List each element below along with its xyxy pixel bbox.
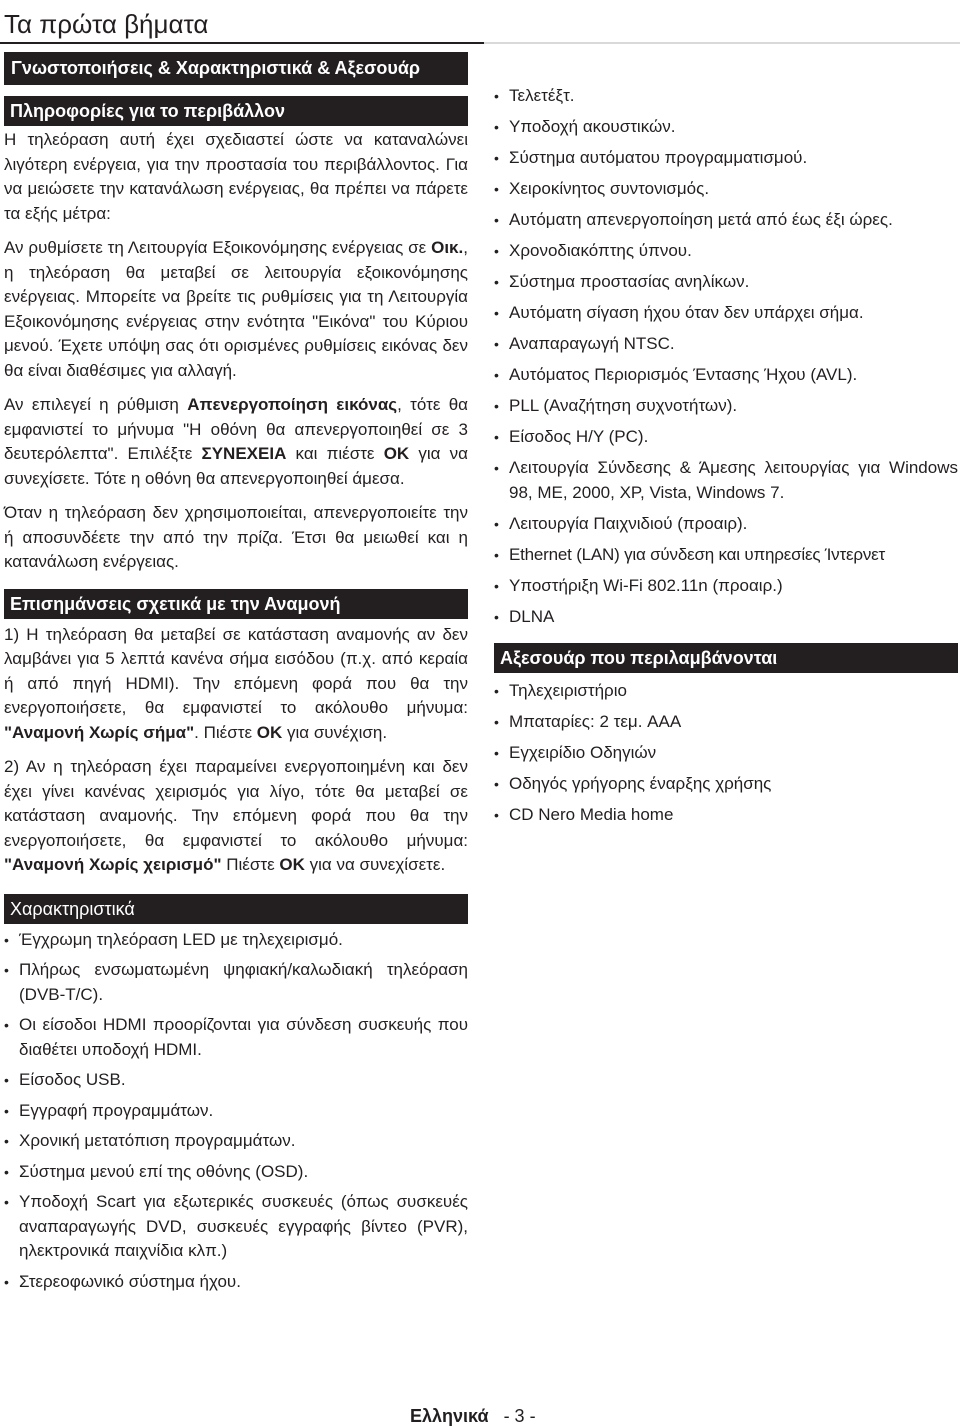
title-rule	[0, 42, 484, 44]
environment-paragraph-1: Η τηλεόραση αυτή έχει σχεδιαστεί ώστε να καταναλώνει λιγότερη ενέργεια, για την προστασία του περιβάλλοντος. Για να μειώσετε την κατανάλωση ενέργειας, θα πρέπει να πάρετε τα εξής μέτρα:	[4, 130, 468, 223]
list-item: • PLL (Αναζήτηση συχνοτήτων).	[494, 394, 958, 419]
standby-heading: Επισημάνσεις σχετικά με την Αναμονή	[4, 589, 468, 619]
list-item: • Σύστημα μενού επί της οθόνης (OSD).	[4, 1160, 468, 1185]
list-item: • Υποδοχή Scart για εξωτερικές συσκευές (όπως συσκευές αναπαραγωγής DVD, συσκευές εγγραφής βίντεο (PVR), ηλεκτρονικά παιχνίδια κλπ.)	[4, 1190, 468, 1264]
list-item: • Μπαταρίες: 2 τεμ. AAA	[494, 710, 958, 735]
standby-paragraph-2: 2) Αν η τηλεόραση έχει παραμείνει ενεργοποιημένη και δεν έχει γίνει κανένας χειρισμός για λίγο, τότε θα μεταβεί σε κατάσταση αναμονής. Την επόμενη φορά που θα την ενεργοποιήσετε, θα εμφανιστεί το ακόλουθο μήνυμα: "Αναμονή Χωρίς χειρισμό" Πιέστε OK για να συνεχίσετε.	[4, 757, 468, 874]
list-item: • CD Nero Media home	[494, 803, 958, 828]
list-item: • Εγγραφή προγραμμάτων.	[4, 1099, 468, 1124]
list-item: • Ethernet (LAN) για σύνδεση και υπηρεσίες Ίντερνετ	[494, 543, 958, 568]
environment-heading: Πληροφορίες για το περιβάλλον	[4, 96, 468, 126]
features-list-continued	[494, 84, 958, 629]
list-item: • Στερεοφωνικό σύστημα ήχου.	[4, 1270, 468, 1295]
features-list	[4, 928, 468, 1295]
main-section-heading: Γνωστοποιήσεις & Χαρακτηριστικά & Αξεσουάρ	[4, 52, 468, 85]
list-item: • Είσοδος USB.	[4, 1068, 468, 1093]
list-item: • Τελετέξτ.	[494, 84, 958, 109]
list-item: • Λειτουργία Σύνδεσης & Άμεσης λειτουργίας για Windows 98, ME, 2000, XP, Vista, Windows 7.	[494, 456, 958, 505]
list-item: • Έγχρωμη τηλεόραση LED με τηλεχειρισμό.	[4, 928, 468, 953]
list-item: • Αναπαραγωγή NTSC.	[494, 332, 958, 357]
page-footer	[410, 1405, 536, 1427]
environment-paragraph-4: Όταν η τηλεόραση δεν χρησιμοποιείται, απενεργοποιείτε την ή αποσυνδέετε την από την πρίζα. Έτσι θα μειωθεί και η κατανάλωση ενέργειας.	[4, 503, 468, 571]
list-item: • Τηλεχειριστήριο	[494, 679, 958, 704]
list-item: • Είσοδος Η/Υ (PC).	[494, 425, 958, 450]
header-divider-right	[484, 42, 960, 44]
list-item: • Υποστήριξη Wi-Fi 802.11n (προαιρ.)	[494, 574, 958, 599]
accessories-list	[494, 679, 958, 828]
accessories-heading: Αξεσουάρ που περιλαμβάνονται	[494, 643, 958, 673]
environment-paragraph-2: Αν ρυθμίσετε τη Λειτουργία Εξοικονόμησης ενέργειας σε Οικ., η τηλεόραση θα μεταβεί σε λειτουργία εξοικονόμησης ενέργειας. Μπορείτε να βρείτε τις ρυθμίσεις για τη Λειτουργία Εξοικονόμησης ενέργειας στην ενότητα "Εικόνα" του Κύριου μενού. Έχετε υπόψη σας ότι ορισμένες ρυθμίσεις εικόνας δεν θα είναι διαθέσιμες για αλλαγή.	[4, 238, 468, 380]
page-title: Τα πρώτα βήματα	[4, 9, 209, 39]
footer-language: Ελληνικά	[410, 1406, 489, 1426]
left-column	[4, 96, 468, 1294]
list-item: • Οι είσοδοι HDMI προορίζονται για σύνδεση συσκευής που διαθέτει υποδοχή HDMI.	[4, 1013, 468, 1062]
list-item: • Αυτόματος Περιορισμός Έντασης Ήχου (AVL).	[494, 363, 958, 388]
list-item: • Οδηγός γρήγορης έναρξης χρήσης	[494, 772, 958, 797]
list-item: • Αυτόματη σίγαση ήχου όταν δεν υπάρχει σήμα.	[494, 301, 958, 326]
list-item: • Υποδοχή ακουστικών.	[494, 115, 958, 140]
list-item: • Χρονική μετατόπιση προγραμμάτων.	[4, 1129, 468, 1154]
list-item: • Χειροκίνητος συντονισμός.	[494, 177, 958, 202]
environment-paragraph-3: Αν επιλεγεί η ρύθμιση Απενεργοποίηση εικόνας, τότε θα εμφανιστεί το μήνυμα "Η οθόνη θα απενεργοποιηθεί σε 3 δευτερόλεπτα". Επιλέξτε ΣΥΝΕΧΕΙΑ και πιέστε OK για να συνεχίσετε. Τότε η οθόνη θα απενεργοποιηθεί άμεσα.	[4, 395, 469, 488]
list-item: • Σύστημα αυτόματου προγραμματισμού.	[494, 146, 958, 171]
features-heading: Χαρακτηριστικά	[4, 894, 468, 924]
list-item: • Χρονοδιακόπτης ύπνου.	[494, 239, 958, 264]
right-column	[494, 84, 958, 828]
page-number: - 3 -	[503, 1406, 536, 1426]
standby-paragraph-1: 1) Η τηλεόραση θα μεταβεί σε κατάσταση αναμονής αν δεν λαμβάνει για 5 λεπτά κανένα σήμα εισόδου (π.χ. από κεραία ή από πηγή HDMI). Την επόμενη φορά που θα την ενεργοποιήσετε, θα εμφανιστεί το ακόλουθο μήνυμα: "Αναμονή Χωρίς σήμα". Πιέστε OK για συνέχιση.	[4, 624, 468, 742]
list-item: • DLNA	[494, 605, 958, 630]
list-item: • Πλήρως ενσωματωμένη ψηφιακή/καλωδιακή τηλεόραση (DVB-T/C).	[4, 958, 468, 1007]
list-item: • Λειτουργία Παιχνιδιού (προαιρ).	[494, 512, 958, 537]
list-item: • Αυτόματη απενεργοποίηση μετά από έως έξι ώρες.	[494, 208, 958, 233]
list-item: • Εγχειρίδιο Οδηγιών	[494, 741, 958, 766]
list-item: • Σύστημα προστασίας ανηλίκων.	[494, 270, 958, 295]
